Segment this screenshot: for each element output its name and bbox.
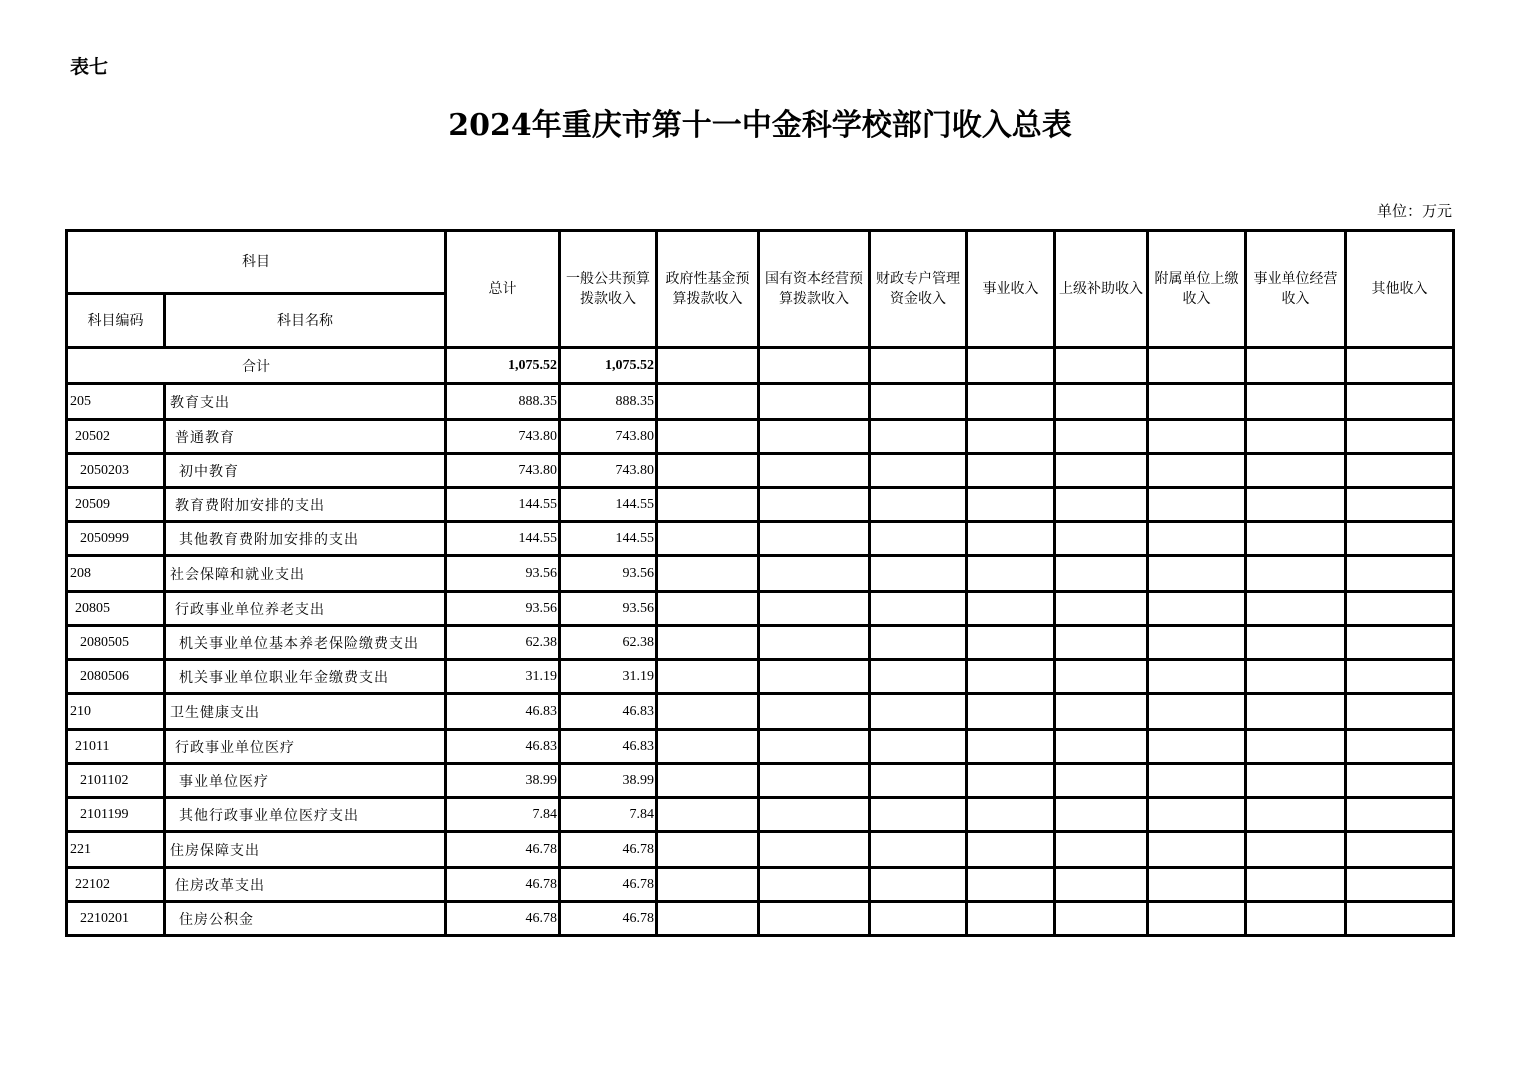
empty-cell xyxy=(870,454,967,488)
empty-cell xyxy=(657,660,759,694)
empty-cell xyxy=(1346,832,1454,868)
table-row xyxy=(67,902,1454,936)
empty-cell xyxy=(1246,454,1346,488)
empty-cell xyxy=(759,488,870,522)
table-row xyxy=(67,556,1454,592)
table-row xyxy=(67,798,1454,832)
header-other-income: 其他收入 xyxy=(1346,231,1454,348)
empty-cell xyxy=(1055,868,1148,902)
row-general: 62.38 xyxy=(560,626,657,660)
empty-cell xyxy=(759,730,870,764)
row-code: 2101199 xyxy=(67,798,165,832)
row-general: 46.78 xyxy=(560,902,657,936)
table-row xyxy=(67,454,1454,488)
empty-cell xyxy=(1246,902,1346,936)
empty-cell xyxy=(759,832,870,868)
empty-cell xyxy=(657,348,759,384)
empty-cell xyxy=(1246,488,1346,522)
header-affiliated-income: 附属单位上缴收入 xyxy=(1148,231,1246,348)
header-business-income: 事业收入 xyxy=(967,231,1055,348)
empty-cell xyxy=(1148,420,1246,454)
empty-cell xyxy=(657,832,759,868)
empty-cell xyxy=(870,660,967,694)
row-name: 教育支出 xyxy=(165,384,446,420)
row-name: 行政事业单位医疗 xyxy=(165,730,446,764)
empty-cell xyxy=(1055,798,1148,832)
row-total: 743.80 xyxy=(446,454,560,488)
header-total: 总计 xyxy=(446,231,560,348)
empty-cell xyxy=(657,902,759,936)
row-code: 2101102 xyxy=(67,764,165,798)
empty-cell xyxy=(870,420,967,454)
empty-cell xyxy=(1346,694,1454,730)
header-subject: 科目 xyxy=(67,231,446,294)
row-general: 743.80 xyxy=(560,454,657,488)
empty-cell xyxy=(870,626,967,660)
row-general: 46.78 xyxy=(560,868,657,902)
row-name: 卫生健康支出 xyxy=(165,694,446,730)
row-code: 2050203 xyxy=(67,454,165,488)
row-total: 888.35 xyxy=(446,384,560,420)
empty-cell xyxy=(967,730,1055,764)
empty-cell xyxy=(1246,694,1346,730)
empty-cell xyxy=(1346,420,1454,454)
row-total: 62.38 xyxy=(446,626,560,660)
row-total: 743.80 xyxy=(446,420,560,454)
empty-cell xyxy=(870,556,967,592)
empty-cell xyxy=(1148,592,1246,626)
empty-cell xyxy=(967,764,1055,798)
row-total: 46.78 xyxy=(446,832,560,868)
row-total: 38.99 xyxy=(446,764,560,798)
total-row xyxy=(67,348,1454,384)
row-name: 行政事业单位养老支出 xyxy=(165,592,446,626)
empty-cell xyxy=(759,902,870,936)
row-total: 93.56 xyxy=(446,592,560,626)
empty-cell xyxy=(1148,832,1246,868)
row-code: 2080506 xyxy=(67,660,165,694)
table-row xyxy=(67,764,1454,798)
empty-cell xyxy=(1055,592,1148,626)
row-name: 普通教育 xyxy=(165,420,446,454)
empty-cell xyxy=(1055,902,1148,936)
empty-cell xyxy=(1055,384,1148,420)
row-general: 7.84 xyxy=(560,798,657,832)
row-general: 46.83 xyxy=(560,730,657,764)
empty-cell xyxy=(1246,660,1346,694)
empty-cell xyxy=(1246,420,1346,454)
row-code: 20805 xyxy=(67,592,165,626)
table-row xyxy=(67,488,1454,522)
row-code: 208 xyxy=(67,556,165,592)
empty-cell xyxy=(759,626,870,660)
empty-cell xyxy=(657,868,759,902)
empty-cell xyxy=(1346,626,1454,660)
empty-cell xyxy=(1055,488,1148,522)
table-row xyxy=(67,626,1454,660)
empty-cell xyxy=(1148,454,1246,488)
empty-cell xyxy=(1246,348,1346,384)
header-state-capital: 国有资本经营预算拨款收入 xyxy=(759,231,870,348)
empty-cell xyxy=(1055,694,1148,730)
row-code: 21011 xyxy=(67,730,165,764)
row-total: 46.83 xyxy=(446,730,560,764)
empty-cell xyxy=(1148,348,1246,384)
empty-cell xyxy=(1148,384,1246,420)
empty-cell xyxy=(759,660,870,694)
unit-label: 单位：万元 xyxy=(1376,202,1452,220)
total-row-label: 合计 xyxy=(67,348,446,384)
empty-cell xyxy=(1246,832,1346,868)
row-total: 46.78 xyxy=(446,868,560,902)
empty-cell xyxy=(1055,522,1148,556)
empty-cell xyxy=(759,348,870,384)
empty-cell xyxy=(1055,764,1148,798)
table-row xyxy=(67,730,1454,764)
row-code: 221 xyxy=(67,832,165,868)
header-unit-operating: 事业单位经营收入 xyxy=(1246,231,1346,348)
row-total: 46.78 xyxy=(446,902,560,936)
empty-cell xyxy=(1055,420,1148,454)
header-subject-name: 科目名称 xyxy=(165,294,446,348)
total-row-total: 1,075.52 xyxy=(446,348,560,384)
income-table xyxy=(65,229,1455,937)
empty-cell xyxy=(1346,660,1454,694)
empty-cell xyxy=(657,592,759,626)
empty-cell xyxy=(870,902,967,936)
empty-cell xyxy=(1055,626,1148,660)
empty-cell xyxy=(967,522,1055,556)
empty-cell xyxy=(657,764,759,798)
empty-cell xyxy=(1148,902,1246,936)
row-name: 住房保障支出 xyxy=(165,832,446,868)
empty-cell xyxy=(1346,522,1454,556)
row-general: 144.55 xyxy=(560,488,657,522)
empty-cell xyxy=(1148,764,1246,798)
empty-cell xyxy=(1346,454,1454,488)
row-code: 22102 xyxy=(67,868,165,902)
empty-cell xyxy=(657,626,759,660)
header-gov-fund: 政府性基金预算拨款收入 xyxy=(657,231,759,348)
empty-cell xyxy=(1246,730,1346,764)
row-general: 46.78 xyxy=(560,832,657,868)
empty-cell xyxy=(967,348,1055,384)
empty-cell xyxy=(967,868,1055,902)
row-code: 210 xyxy=(67,694,165,730)
empty-cell xyxy=(967,626,1055,660)
empty-cell xyxy=(870,694,967,730)
empty-cell xyxy=(870,488,967,522)
empty-cell xyxy=(967,384,1055,420)
empty-cell xyxy=(967,798,1055,832)
empty-cell xyxy=(657,694,759,730)
row-general: 46.83 xyxy=(560,694,657,730)
empty-cell xyxy=(1346,592,1454,626)
row-general: 93.56 xyxy=(560,592,657,626)
empty-cell xyxy=(1346,730,1454,764)
row-general: 743.80 xyxy=(560,420,657,454)
table-row xyxy=(67,832,1454,868)
row-name: 初中教育 xyxy=(165,454,446,488)
empty-cell xyxy=(967,592,1055,626)
empty-cell xyxy=(870,522,967,556)
empty-cell xyxy=(1148,660,1246,694)
empty-cell xyxy=(967,660,1055,694)
empty-cell xyxy=(759,868,870,902)
empty-cell xyxy=(1148,556,1246,592)
row-general: 144.55 xyxy=(560,522,657,556)
row-code: 205 xyxy=(67,384,165,420)
empty-cell xyxy=(1246,522,1346,556)
row-name: 社会保障和就业支出 xyxy=(165,556,446,592)
header-fiscal-special: 财政专户管理资金收入 xyxy=(870,231,967,348)
empty-cell xyxy=(870,730,967,764)
empty-cell xyxy=(967,694,1055,730)
empty-cell xyxy=(870,384,967,420)
empty-cell xyxy=(1346,384,1454,420)
table-row xyxy=(67,420,1454,454)
empty-cell xyxy=(1346,902,1454,936)
header-general-budget: 一般公共预算拨款收入 xyxy=(560,231,657,348)
empty-cell xyxy=(1148,730,1246,764)
row-total: 93.56 xyxy=(446,556,560,592)
empty-cell xyxy=(1246,592,1346,626)
empty-cell xyxy=(870,798,967,832)
empty-cell xyxy=(657,384,759,420)
empty-cell xyxy=(967,902,1055,936)
empty-cell xyxy=(759,384,870,420)
empty-cell xyxy=(759,764,870,798)
row-code: 2080505 xyxy=(67,626,165,660)
row-name: 教育费附加安排的支出 xyxy=(165,488,446,522)
empty-cell xyxy=(967,556,1055,592)
total-row-general: 1,075.52 xyxy=(560,348,657,384)
page-title: 2024年重庆市第十一中金科学校部门收入总表 xyxy=(448,108,1072,143)
row-total: 46.83 xyxy=(446,694,560,730)
empty-cell xyxy=(1055,660,1148,694)
empty-cell xyxy=(759,420,870,454)
empty-cell xyxy=(759,522,870,556)
table-label: 表七 xyxy=(70,56,109,78)
empty-cell xyxy=(657,556,759,592)
row-general: 38.99 xyxy=(560,764,657,798)
table-row xyxy=(67,522,1454,556)
table-row xyxy=(67,694,1454,730)
table-row xyxy=(67,384,1454,420)
empty-cell xyxy=(759,592,870,626)
row-code: 20502 xyxy=(67,420,165,454)
row-general: 888.35 xyxy=(560,384,657,420)
empty-cell xyxy=(967,832,1055,868)
table-row xyxy=(67,660,1454,694)
empty-cell xyxy=(1246,764,1346,798)
empty-cell xyxy=(657,420,759,454)
empty-cell xyxy=(967,420,1055,454)
empty-cell xyxy=(1346,488,1454,522)
row-name: 事业单位医疗 xyxy=(165,764,446,798)
empty-cell xyxy=(657,454,759,488)
header-superior-subsidy: 上级补助收入 xyxy=(1055,231,1148,348)
row-code: 2050999 xyxy=(67,522,165,556)
empty-cell xyxy=(1055,454,1148,488)
table-row xyxy=(67,592,1454,626)
empty-cell xyxy=(1055,730,1148,764)
empty-cell xyxy=(870,868,967,902)
empty-cell xyxy=(1346,868,1454,902)
row-total: 31.19 xyxy=(446,660,560,694)
empty-cell xyxy=(759,798,870,832)
row-name: 其他行政事业单位医疗支出 xyxy=(165,798,446,832)
empty-cell xyxy=(1055,348,1148,384)
empty-cell xyxy=(1246,868,1346,902)
empty-cell xyxy=(1148,694,1246,730)
row-name: 住房公积金 xyxy=(165,902,446,936)
row-code: 2210201 xyxy=(67,902,165,936)
empty-cell xyxy=(870,592,967,626)
empty-cell xyxy=(1346,764,1454,798)
empty-cell xyxy=(1148,626,1246,660)
row-total: 7.84 xyxy=(446,798,560,832)
empty-cell xyxy=(870,832,967,868)
empty-cell xyxy=(967,488,1055,522)
empty-cell xyxy=(657,488,759,522)
row-code: 20509 xyxy=(67,488,165,522)
empty-cell xyxy=(657,798,759,832)
row-name: 机关事业单位基本养老保险缴费支出 xyxy=(165,626,446,660)
empty-cell xyxy=(1346,798,1454,832)
row-name: 机关事业单位职业年金缴费支出 xyxy=(165,660,446,694)
empty-cell xyxy=(1246,556,1346,592)
row-general: 31.19 xyxy=(560,660,657,694)
empty-cell xyxy=(1148,798,1246,832)
empty-cell xyxy=(1055,556,1148,592)
empty-cell xyxy=(1346,348,1454,384)
empty-cell xyxy=(1148,868,1246,902)
empty-cell xyxy=(657,730,759,764)
empty-cell xyxy=(1246,626,1346,660)
row-total: 144.55 xyxy=(446,522,560,556)
table-row xyxy=(67,868,1454,902)
empty-cell xyxy=(1246,384,1346,420)
empty-cell xyxy=(870,348,967,384)
empty-cell xyxy=(1246,798,1346,832)
empty-cell xyxy=(759,556,870,592)
empty-cell xyxy=(1148,522,1246,556)
row-name: 其他教育费附加安排的支出 xyxy=(165,522,446,556)
empty-cell xyxy=(1346,556,1454,592)
empty-cell xyxy=(1148,488,1246,522)
empty-cell xyxy=(759,694,870,730)
row-name: 住房改革支出 xyxy=(165,868,446,902)
row-total: 144.55 xyxy=(446,488,560,522)
empty-cell xyxy=(1055,832,1148,868)
empty-cell xyxy=(967,454,1055,488)
header-subject-code: 科目编码 xyxy=(67,294,165,348)
empty-cell xyxy=(657,522,759,556)
row-general: 93.56 xyxy=(560,556,657,592)
empty-cell xyxy=(870,764,967,798)
empty-cell xyxy=(759,454,870,488)
